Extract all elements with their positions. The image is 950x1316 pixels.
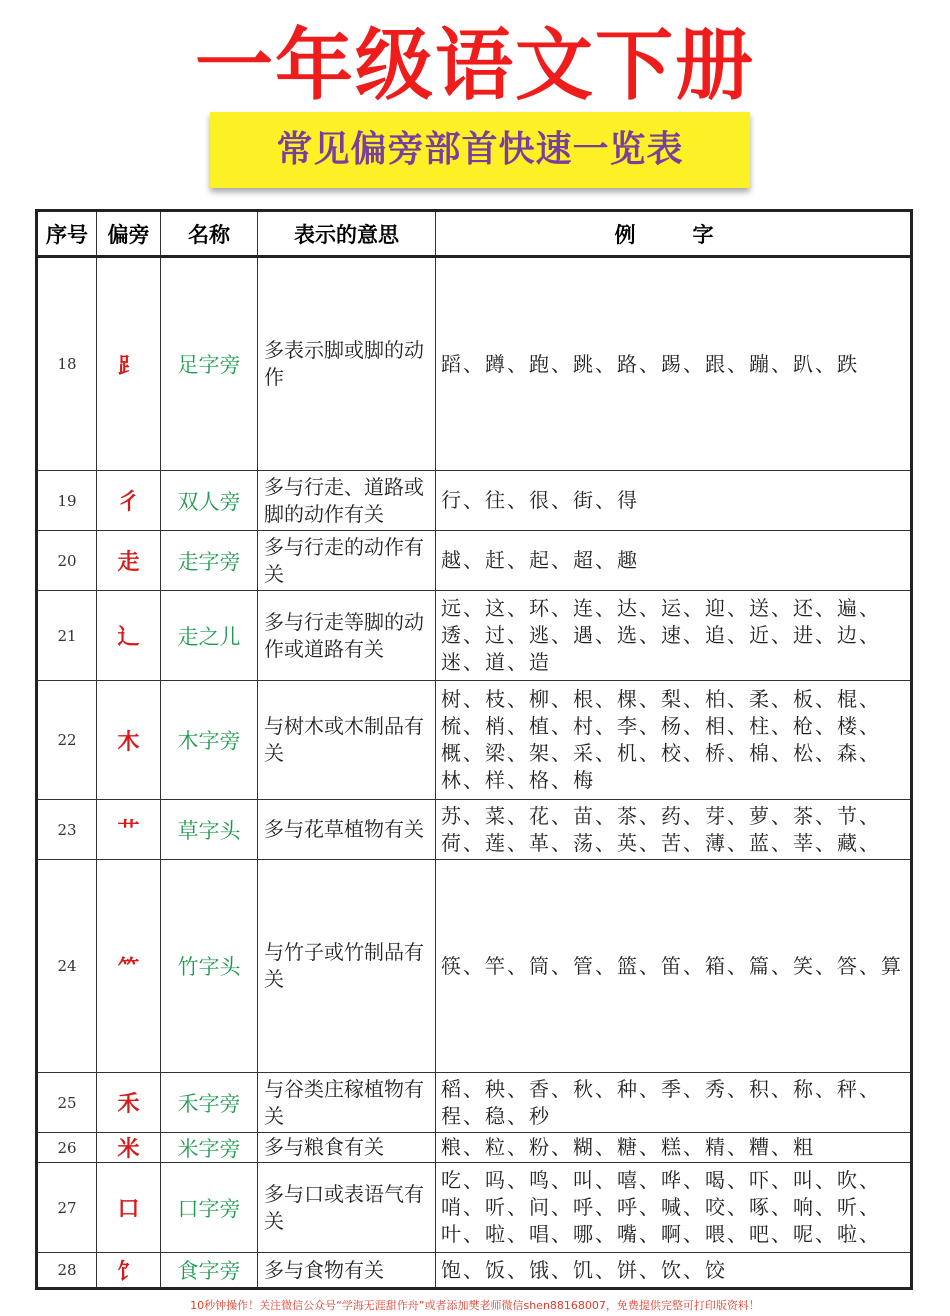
row-number: 24: [57, 957, 77, 975]
radical-meaning: 多与口或表语气有关: [264, 1181, 424, 1233]
radical-meaning: 多与花草植物有关: [264, 817, 424, 841]
example-characters: 越、赶、起、超、趣: [441, 548, 639, 572]
radical-meaning: 与谷类庄稼植物有关: [264, 1076, 424, 1128]
subtitle-banner: [210, 112, 750, 188]
radical-name: 足字旁: [177, 353, 241, 377]
radical-name: 食字旁: [177, 1259, 241, 1283]
radicals-table: [35, 209, 913, 1290]
row-number: 21: [57, 626, 77, 645]
row-number: 18: [57, 355, 77, 373]
radical-glyph: 彳: [117, 489, 140, 515]
footer-promo-text: 10秒钟操作！关注微信公众号“学海无涯甜作舟”或者添加樊老师微信shen88168007，免费提供完整可打印版资料！: [190, 1299, 760, 1312]
radical-glyph: 木: [117, 728, 140, 755]
table-row: [38, 531, 910, 591]
radical-glyph: 饣: [117, 1258, 140, 1285]
header-cell-examples: 例 字: [614, 222, 732, 247]
table-header-row: [38, 212, 910, 258]
radical-name: 双人旁: [177, 489, 241, 514]
table-row: [38, 471, 910, 531]
table-row: [38, 1133, 910, 1163]
page-title: 一年级语文下册: [194, 21, 755, 111]
radical-meaning: 多与行走等脚的动作或道路有关: [264, 609, 424, 661]
row-number: 25: [57, 1093, 77, 1112]
radical-meaning: 多与粮食有关: [264, 1135, 384, 1159]
example-characters: 远、这、环、连、达、运、迎、送、还、遍、透、过、逃、遇、选、速、追、近、进、边、迷、道、造: [441, 596, 881, 674]
row-number: 19: [57, 491, 77, 510]
example-characters: 苏、菜、花、苗、茶、药、芽、萝、茶、节、荷、莲、革、荡、英、苦、薄、蓝、莘、藏、: [441, 803, 881, 855]
example-characters: 饱、饭、饿、饥、饼、饮、饺: [441, 1257, 727, 1282]
header-cell-radical: 偏旁: [97, 212, 161, 255]
row-number: 22: [57, 731, 77, 749]
header-cell-name: 名称: [161, 212, 258, 255]
radical-glyph: 口: [117, 1196, 140, 1222]
row-number: 23: [57, 820, 77, 839]
radical-glyph: ⻊: [117, 352, 140, 379]
row-number: 28: [57, 1261, 77, 1279]
header-cell-meaning: 表示的意思: [258, 212, 436, 255]
subtitle: 常见偏旁部首快速一览表: [276, 129, 684, 170]
table-row: [38, 591, 910, 681]
table-row: [38, 860, 910, 1073]
radical-name: 木字旁: [177, 729, 241, 753]
radical-name: 口字旁: [177, 1196, 241, 1221]
example-characters: 吃、吗、鸣、叫、嘻、哗、喝、吓、叫、吹、哨、听、问、呼、呼、喊、咬、啄、响、听、叶、啦、唱、哪、嘴、啊、喂、吧、呢、啦、: [441, 1168, 881, 1246]
row-number: 27: [57, 1198, 77, 1217]
radical-meaning: 多与食物有关: [264, 1257, 384, 1282]
example-characters: 粮、粒、粉、糊、糖、糕、精、糟、粗: [441, 1135, 815, 1159]
table-row: [38, 258, 910, 471]
radical-glyph: 辶: [117, 624, 140, 650]
header-cell-number: 序号: [38, 212, 97, 255]
radical-meaning: 多与行走、道路或脚的动作有关: [264, 474, 424, 526]
example-characters: 行、往、很、街、得: [441, 488, 639, 512]
radical-name: 走字旁: [177, 549, 241, 574]
example-characters: 蹈、蹲、跑、跳、路、踢、跟、蹦、趴、跌: [441, 351, 859, 376]
table-row: [38, 800, 910, 860]
table-row: [38, 1163, 910, 1253]
row-number: 26: [57, 1138, 77, 1157]
radical-meaning: 多表示脚或脚的动作: [264, 338, 424, 389]
example-characters: 树、枝、柳、根、棵、梨、柏、柔、板、棍、梳、梢、植、村、李、杨、相、柱、枪、楼、概、梁、架、采、机、校、桥、棉、松、森、林、样、格、梅: [441, 687, 881, 792]
radical-glyph: ⺮: [117, 954, 140, 981]
example-characters: 筷、竿、筒、管、篮、笛、箱、篇、笑、答、算: [441, 953, 903, 978]
radical-meaning: 与竹子或竹制品有关: [264, 940, 424, 991]
radical-name: 走之儿: [177, 624, 241, 649]
radical-name: 草字头: [177, 818, 241, 843]
row-number: 20: [57, 551, 77, 570]
radical-glyph: 禾: [117, 1091, 140, 1117]
example-characters: 稻、秧、香、秋、种、季、秀、积、称、秤、程、稳、秒: [441, 1076, 881, 1128]
radical-meaning: 与树木或木制品有关: [264, 714, 424, 765]
radical-glyph: 艹: [117, 818, 140, 844]
table-row: [38, 1253, 910, 1287]
radical-name: 米字旁: [177, 1136, 241, 1161]
radical-name: 竹字头: [177, 955, 241, 979]
table-row: [38, 1073, 910, 1133]
radical-glyph: 走: [117, 549, 140, 575]
radical-meaning: 多与行走的动作有关: [264, 534, 424, 586]
radical-name: 禾字旁: [177, 1091, 241, 1116]
radical-glyph: 米: [117, 1136, 140, 1162]
table-row: [38, 681, 910, 800]
